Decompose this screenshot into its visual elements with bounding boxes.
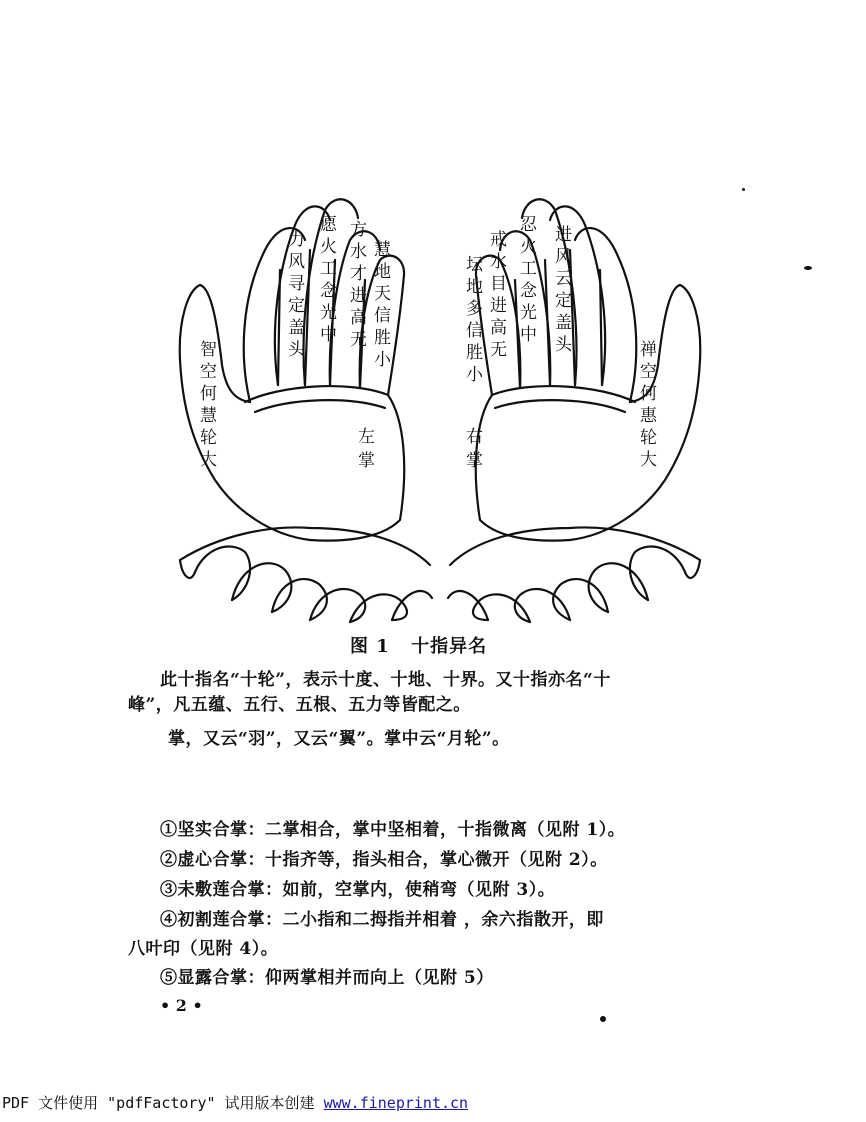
left-finger-5-char: 胜: [374, 328, 391, 348]
left-finger-1-char: 智: [200, 340, 217, 360]
left-finger-3-char: 工: [320, 259, 337, 279]
right-finger-2-char: 戒: [490, 230, 507, 250]
pdf-footer: [2, 1092, 468, 1113]
page-number: • 2 •: [160, 996, 203, 1015]
right-finger-1-char: 胜: [466, 343, 483, 363]
right-finger-4-char: 头: [555, 335, 572, 355]
right-finger-4-char: 盖: [555, 313, 572, 333]
right-finger-1-char: 信: [466, 321, 483, 341]
left-finger-2-char: 头: [288, 340, 305, 360]
left-finger-1-char: 轮: [200, 428, 217, 448]
right-finger-3-char: 忍: [520, 215, 537, 235]
left-palm-label-2: 掌: [358, 451, 375, 471]
right-finger-2-char: 进: [490, 296, 507, 316]
footer-link[interactable]: www.fineprint.cn: [323, 1094, 469, 1112]
right-finger-3-char: 工: [520, 259, 537, 279]
list-item: ⑤显露合掌：仰两掌相并而向上（见附 5）: [160, 968, 494, 988]
scan-speck: [804, 266, 812, 270]
right-palm-label-1: 右: [466, 427, 483, 447]
paragraph-line: 掌，又云“羽”，又云“翼”。掌中云“月轮”。: [168, 729, 510, 749]
paragraph-line: 峰”，凡五蕴、五行、五根、五力等皆配之。: [128, 695, 471, 715]
right-finger-4-char: 进: [555, 225, 572, 245]
list-item: ③未敷莲合掌：如前，空掌内，使稍弯（见附 3）。: [160, 880, 556, 900]
scan-speck: [600, 1016, 606, 1022]
left-finger-5-char: 天: [374, 284, 391, 304]
left-finger-5-char: 小: [374, 350, 391, 370]
left-finger-5-char: 地: [374, 262, 391, 282]
right-finger-5-char: 轮: [640, 428, 657, 448]
left-finger-5-char: 慧: [374, 240, 391, 260]
left-finger-2-char: 定: [288, 296, 305, 316]
list-item: ①坚实合掌：二掌相合，掌中坚相着，十指微离（见附 1）。: [160, 820, 626, 840]
figure-title: 十指异名: [411, 636, 488, 657]
left-finger-3-char: 光: [320, 303, 337, 323]
list-item: ②虚心合掌：十指齐等，指头相合，掌心微开（见附 2）。: [160, 850, 608, 870]
right-finger-5-char: 禅: [640, 340, 657, 360]
right-finger-5-char: 大: [640, 450, 657, 470]
right-finger-1-char: 小: [466, 365, 483, 385]
left-finger-4-char: 方: [350, 220, 367, 240]
left-finger-4-char: 无: [350, 330, 367, 350]
right-finger-2-char: 水: [490, 252, 507, 272]
right-finger-2-char: 无: [490, 340, 507, 360]
right-finger-3-char: 念: [520, 281, 537, 301]
left-finger-2-char: 寻: [288, 274, 305, 294]
right-finger-5-char: 何: [640, 384, 657, 404]
paragraph-line: 此十指名“十轮”，表示十度、十地、十界。又十指亦名“十: [160, 670, 611, 690]
right-finger-4-char: 定: [555, 291, 572, 311]
left-finger-3-char: 愿: [320, 215, 337, 235]
left-finger-2-char: 风: [288, 252, 305, 272]
left-finger-4-char: 才: [350, 264, 367, 284]
right-finger-1-char: 多: [466, 299, 483, 319]
right-finger-2-char: 目: [490, 274, 507, 294]
left-finger-1-char: 空: [200, 362, 217, 382]
left-finger-3-char: 火: [320, 237, 337, 257]
right-finger-4-char: 云: [555, 269, 572, 289]
left-finger-1-char: 何: [200, 384, 217, 404]
right-finger-3-char: 光: [520, 303, 537, 323]
right-finger-5-char: 空: [640, 362, 657, 382]
left-finger-2-char: 力: [288, 230, 305, 250]
left-finger-1-char: 大: [200, 450, 217, 470]
right-finger-5-char: 惠: [640, 406, 657, 426]
left-finger-3-char: 中: [320, 325, 337, 345]
left-hand-outline: [180, 199, 432, 622]
left-palm-label-1: 左: [358, 427, 375, 447]
left-finger-1-char: 慧: [200, 406, 217, 426]
right-finger-1-char: 地: [466, 277, 483, 297]
right-finger-1-char: 坛: [466, 255, 483, 275]
footer-text: PDF 文件使用 "pdfFactory" 试用版本创建: [2, 1094, 315, 1112]
left-finger-3-char: 念: [320, 281, 337, 301]
left-finger-4-char: 进: [350, 286, 367, 306]
right-finger-3-char: 中: [520, 325, 537, 345]
ten-fingers-illustration: [160, 180, 720, 630]
left-finger-4-char: 高: [350, 308, 367, 328]
left-finger-2-char: 盖: [288, 318, 305, 338]
figure-caption: [350, 632, 501, 658]
right-hand-outline: [448, 199, 700, 622]
left-finger-5-char: 信: [374, 306, 391, 326]
right-palm-label-2: 掌: [466, 451, 483, 471]
right-finger-4-char: 风: [555, 247, 572, 267]
hands-figure: [160, 180, 720, 630]
list-item: ④初割莲合掌：二小指和二拇指并相着 ，余六指散开，即: [160, 910, 604, 930]
left-finger-4-char: 水: [350, 242, 367, 262]
scan-speck: [742, 188, 745, 191]
list-item-continuation: 八叶印（见附 4）。: [128, 939, 279, 959]
right-finger-3-char: 火: [520, 237, 537, 257]
right-finger-2-char: 高: [490, 318, 507, 338]
figure-number: 图 1: [350, 636, 390, 657]
